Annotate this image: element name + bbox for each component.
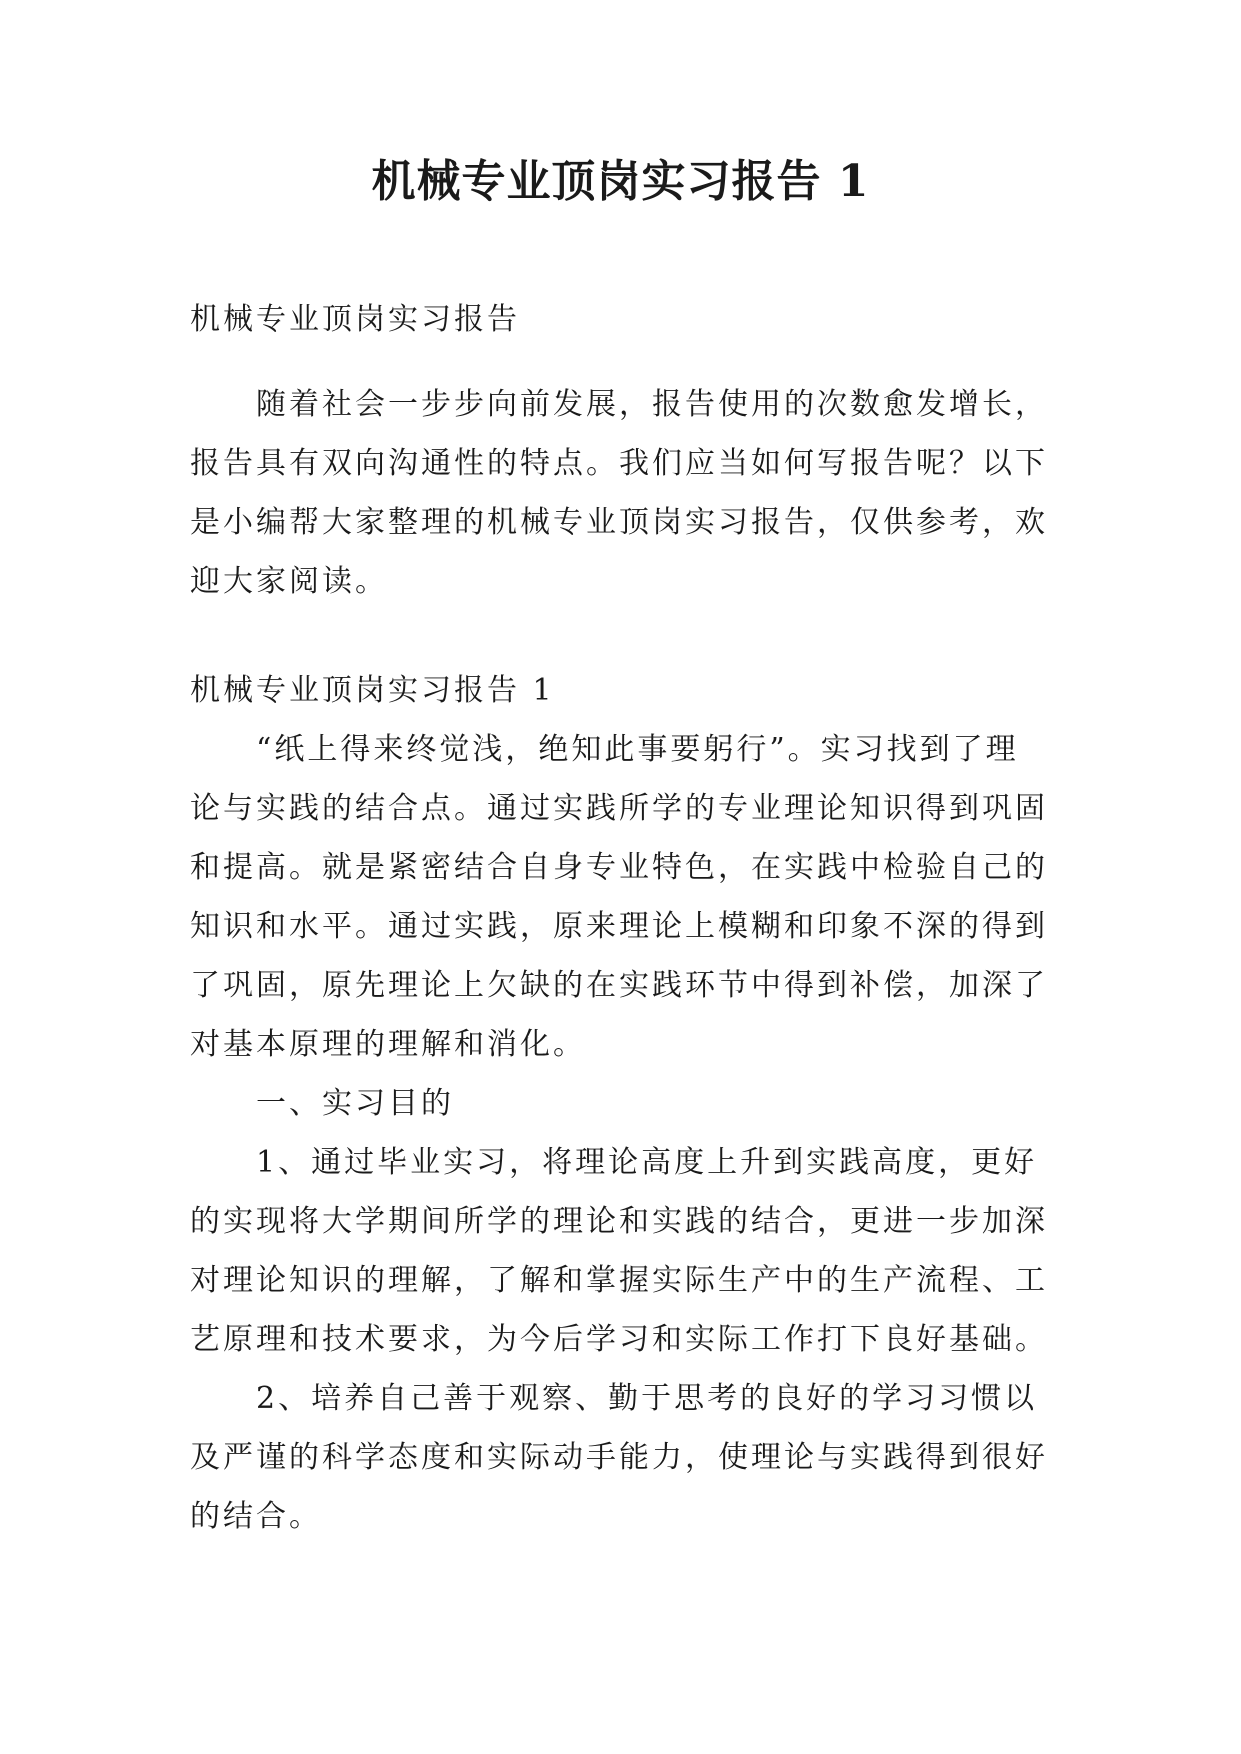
intro-line: 随着社会一步步向前发展，报告使用的次数愈发增长， <box>256 387 1048 422</box>
list-item-line: 艺原理和技术要求，为今后学习和实际工作打下良好基础。 <box>190 1322 1048 1357</box>
paragraph-line: 对基本原理的理解和消化。 <box>190 1027 586 1062</box>
document-subtitle: 机械专业顶岗实习报告 <box>190 302 520 337</box>
paragraph-line: “纸上得来终觉浅，绝知此事要躬行”。实习找到了理 <box>256 732 1019 767</box>
list-item-line: 2、培养自己善于观察、勤于思考的良好的学习习惯以 <box>256 1381 1038 1416</box>
intro-line: 是小编帮大家整理的机械专业顶岗实习报告，仅供参考，欢 <box>190 505 1048 540</box>
paragraph-line: 论与实践的结合点。通过实践所学的专业理论知识得到巩固 <box>190 791 1048 826</box>
paragraph-line: 和提高。就是紧密结合自身专业特色，在实践中检验自己的 <box>190 850 1048 885</box>
list-item-line: 的结合。 <box>190 1499 322 1534</box>
spacer <box>190 611 1060 661</box>
subheading-purpose: 一、实习目的 <box>256 1086 454 1121</box>
list-item-1 <box>190 1133 1060 1369</box>
list-item-line: 1、通过毕业实习，将理论高度上升到实践高度，更好 <box>256 1145 1038 1180</box>
intro-paragraph <box>190 375 1060 611</box>
list-item-line: 对理论知识的理解，了解和掌握实际生产中的生产流程、工 <box>190 1263 1048 1298</box>
paragraph-1 <box>190 720 1060 1074</box>
list-item-line: 及严谨的科学态度和实际动手能力，使理论与实践得到很好 <box>190 1440 1048 1475</box>
paragraph-line: 知识和水平。通过实践，原来理论上模糊和印象不深的得到 <box>190 909 1048 944</box>
list-item-2 <box>190 1369 1060 1546</box>
document-title: 机械专业顶岗实习报告 1 <box>371 156 870 207</box>
intro-line: 报告具有双向沟通性的特点。我们应当如何写报告呢？以下 <box>190 446 1048 481</box>
list-item-line: 的实现将大学期间所学的理论和实践的结合，更进一步加深 <box>190 1204 1048 1239</box>
document-body <box>190 290 1060 1546</box>
paragraph-line: 了巩固，原先理论上欠缺的在实践环节中得到补偿，加深了 <box>190 968 1048 1003</box>
spacer <box>190 349 1060 375</box>
intro-line: 迎大家阅读。 <box>190 564 388 599</box>
section-heading: 机械专业顶岗实习报告 1 <box>190 673 555 708</box>
